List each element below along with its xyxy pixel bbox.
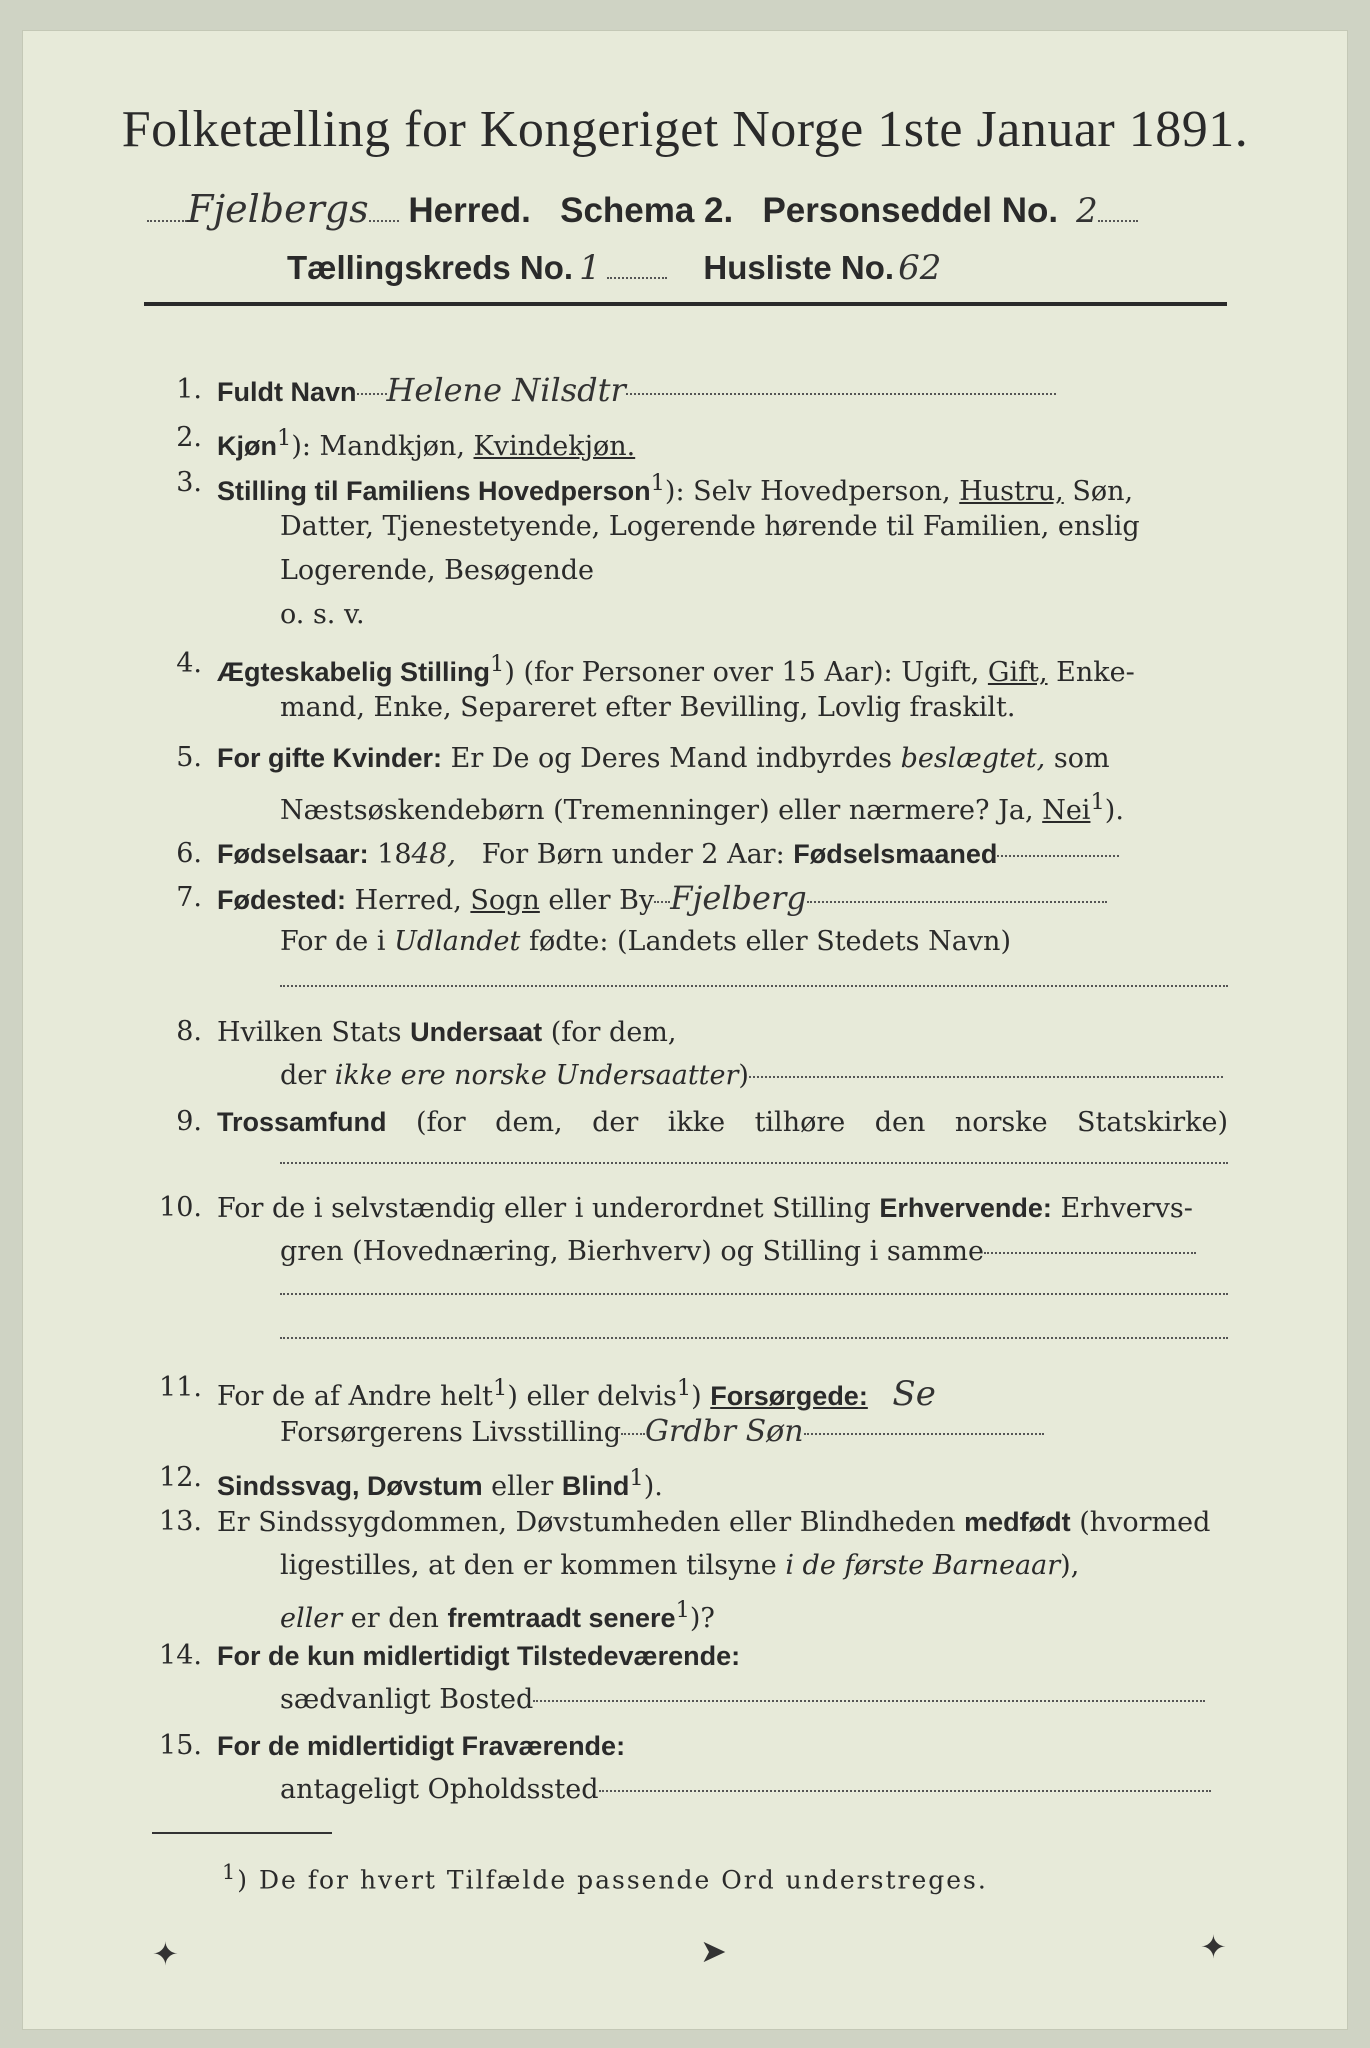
question-number: 2. <box>176 422 202 453</box>
udlandet-italic: Udlandet <box>394 926 521 957</box>
kjon-selected: Kvindekjøn. <box>473 431 636 462</box>
fravaerende-label: For de midlertidigt Fraværende: <box>217 1731 626 1761</box>
question-number: 5. <box>176 742 202 773</box>
question-number: 11. <box>159 1372 202 1403</box>
kjon-label: Kjøn <box>217 431 277 461</box>
question-number: 1. <box>176 374 202 405</box>
question-number: 4. <box>176 648 202 679</box>
undersaat-text: Hvilken Stats <box>217 1017 402 1048</box>
header-divider <box>144 302 1227 306</box>
footnote-ref: 1 <box>676 1375 692 1401</box>
gifte-kvinder-selected: Nei <box>1042 795 1091 826</box>
senere-text: er den <box>350 1603 439 1634</box>
fodselsaar-prefix: 18 <box>377 839 412 870</box>
stilling-line-4: o. s. v. <box>280 599 365 630</box>
gifte-kvinder-label: For gifte Kvinder: <box>217 743 443 773</box>
undersaat-italic: ikke ere norske Undersaatter <box>334 1060 739 1091</box>
forsorgede-close: ) <box>691 1381 702 1412</box>
footnote-ref: 1 <box>222 1860 238 1884</box>
livsstilling-value: Grdbr Søn <box>645 1414 804 1449</box>
herred-value: Fjelbergs <box>187 187 369 231</box>
question-number: 6. <box>176 838 202 869</box>
forsorgede-text-2: ) eller delvis <box>507 1381 677 1412</box>
fodested-label: Fødested: <box>217 885 347 915</box>
kreds-label: Tællingskreds No. <box>287 249 574 286</box>
opholdssted-label: antageligt Opholdssted <box>280 1774 599 1805</box>
question-number: 13. <box>159 1506 202 1537</box>
header-line-herred <box>147 187 1138 231</box>
aegteskab-label: Ægteskabelig Stilling <box>217 657 491 687</box>
trossamfund-label: Trossamfund <box>217 1107 387 1137</box>
tilstede-label: For de kun midlertidigt Tilstedeværende: <box>217 1641 741 1671</box>
footnote <box>222 1860 988 1894</box>
senere-close: )? <box>689 1603 715 1634</box>
footnote-text: ) De for hvert Tilfælde passende Ord understreges. <box>237 1865 988 1895</box>
medfodt-text: Er Sindssygdommen, Døvstumheden eller Blindheden <box>217 1507 956 1538</box>
gifte-kvinder-text: Er De og Deres Mand indbyrdes <box>450 743 892 774</box>
erhverv-text: For de i selvstændig eller i underordnet Stilling <box>217 1193 871 1224</box>
question-number: 7. <box>176 882 202 913</box>
sindssvag-text: eller <box>491 1471 554 1502</box>
fodested-options: Herred, <box>354 885 462 916</box>
question-number: 12. <box>159 1462 202 1493</box>
schema-label: Schema 2. <box>560 191 734 230</box>
undersaat-line-2: der <box>280 1060 327 1091</box>
undersaat-close: ) <box>738 1060 749 1091</box>
udlandet-text: For de i <box>280 926 386 957</box>
fodselsaar-text: For Børn under 2 Aar: <box>481 839 785 870</box>
erhverv-line-2: gren (Hovednæring, Bierhverv) og Stilling i samme <box>280 1236 985 1267</box>
gifte-kvinder-line-2: Næstsøskendebørn (Tremenninger) eller nærmere? Ja, <box>280 795 1034 826</box>
forsorgede-label: Forsørgede: <box>710 1381 868 1411</box>
fodselsmaaned-label: Fødselsmaaned <box>793 839 998 869</box>
registration-mark-icon: ✦ <box>152 1935 179 1973</box>
medfodt-close: ), <box>1060 1550 1080 1581</box>
stilling-label: Stilling til Familiens Hovedperson <box>217 476 651 506</box>
livsstilling-label: Forsørgerens Livsstilling <box>280 1417 622 1448</box>
header-line-kreds <box>287 248 941 288</box>
gifte-kvinder-text-2: som <box>1053 743 1110 774</box>
answer-line <box>280 984 1228 987</box>
medfodt-label: medfødt <box>964 1507 1071 1537</box>
footnote-ref: 1 <box>675 1597 690 1623</box>
aegteskab-selected: Gift, <box>987 657 1048 688</box>
fodselsaar-value: 48, <box>411 837 457 870</box>
sindssvag-close: ). <box>643 1471 663 1502</box>
medfodt-text-2: (hvormed <box>1079 1507 1211 1538</box>
footnote-divider <box>152 1832 332 1834</box>
question-number: 15. <box>159 1730 202 1761</box>
aegteskab-options: ) (for Personer over 15 Aar): Ugift, <box>504 657 980 688</box>
stilling-selected: Hustru, <box>959 476 1064 507</box>
fodested-selected: Sogn <box>470 885 540 916</box>
herred-label: Herred. <box>408 191 531 230</box>
personseddel-value: 2 <box>1076 191 1098 231</box>
forsorgede-text: For de af Andre helt <box>217 1381 494 1412</box>
stilling-options: ): Selv Hovedperson, <box>664 476 951 507</box>
blind-label: Blind <box>561 1471 630 1501</box>
fuldt-navn-value: Helene Nilsdtr <box>386 371 626 409</box>
question-number: 10. <box>159 1192 202 1223</box>
footnote-ref: 1 <box>629 1465 644 1491</box>
answer-line <box>280 1336 1228 1339</box>
senere-label: fremtraadt senere <box>447 1603 676 1633</box>
question-number: 3. <box>176 467 202 498</box>
footnote-ref: 1 <box>490 651 505 677</box>
gifte-kvinder-italic: beslægtet, <box>900 743 1046 774</box>
erhverv-text-2: Erhvervs- <box>1060 1193 1193 1224</box>
question-number: 14. <box>159 1640 202 1671</box>
medfodt-line-2: ligestilles, at den er kommen tilsyne <box>280 1550 777 1581</box>
kreds-value: 1 <box>579 248 601 288</box>
stilling-line-2: Datter, Tjenestetyende, Logerende hørende til Familien, enslig <box>280 511 1140 542</box>
fodested-value: Fjelberg <box>670 879 807 917</box>
stilling-line-3: Logerende, Besøgende <box>280 555 594 586</box>
gifte-kvinder-close: ). <box>1104 795 1124 826</box>
census-form <box>22 30 1348 2030</box>
form-title: Folketælling for Kongeriget Norge 1ste Januar 1891. <box>121 101 1249 158</box>
footnote-ref: 1 <box>493 1375 508 1401</box>
fodested-options-2: eller By <box>548 885 655 916</box>
forsorgede-value: Se <box>892 1374 936 1414</box>
medfodt-italic: i de første Barneaar <box>785 1550 1061 1581</box>
answer-line <box>280 1292 1228 1295</box>
footnote-ref: 1 <box>277 425 292 451</box>
question-number: 9. <box>176 1106 202 1137</box>
stilling-options-2: Søn, <box>1072 476 1134 507</box>
footnote-ref: 1 <box>650 470 665 496</box>
senere-italic: eller <box>280 1603 343 1634</box>
registration-mark-icon: ➤ <box>700 1932 727 1970</box>
aegteskab-line-2: mand, Enke, Separeret efter Bevilling, Lovlig fraskilt. <box>280 692 1016 723</box>
undersaat-label: Undersaat <box>410 1017 543 1047</box>
trossamfund-text: (for dem, der ikke tilhøre den norske Statskirke) <box>416 1107 1228 1138</box>
fodselsaar-label: Fødselsaar: <box>217 839 369 869</box>
fuldt-navn-label: Fuldt Navn <box>217 377 357 407</box>
kjon-options: ): Mandkjøn, <box>291 431 465 462</box>
undersaat-text-2: (for dem, <box>550 1017 677 1048</box>
bosted-label: sædvanligt Bosted <box>280 1684 534 1715</box>
udlandet-text-2: fødte: (Landets eller Stedets Navn) <box>528 926 1011 957</box>
erhverv-label: Erhvervende: <box>879 1193 1052 1223</box>
personseddel-label: Personseddel No. <box>762 191 1059 230</box>
sindssvag-label: Sindssvag, Døvstum <box>217 1471 483 1501</box>
footnote-ref: 1 <box>1090 789 1105 815</box>
answer-line <box>280 1161 1228 1164</box>
husliste-label: Husliste No. <box>703 249 895 286</box>
husliste-value: 62 <box>898 248 942 288</box>
question-number: 8. <box>176 1016 202 1047</box>
aegteskab-options-2: Enke- <box>1056 657 1135 688</box>
registration-mark-icon: ✦ <box>1200 1928 1227 1966</box>
